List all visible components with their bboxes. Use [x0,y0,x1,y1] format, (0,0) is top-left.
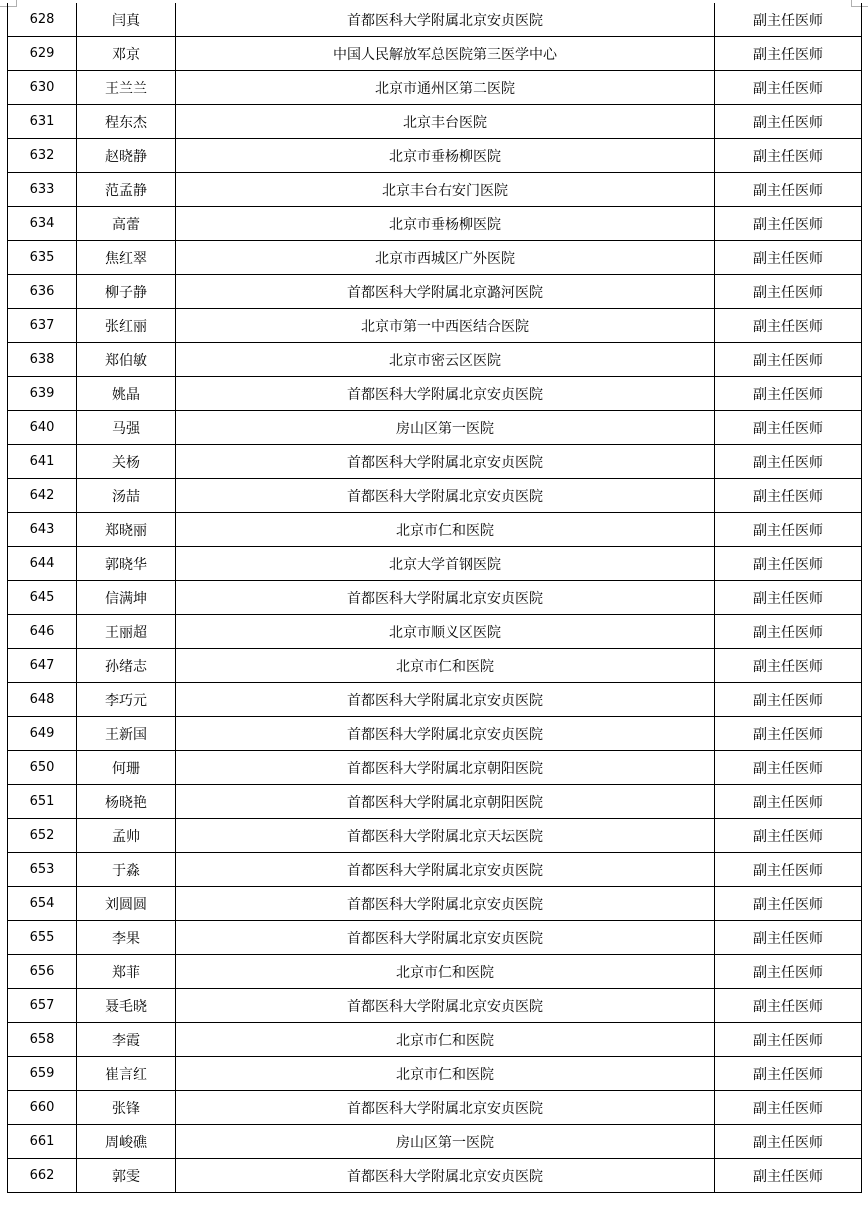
table-row [8,207,862,241]
row-number-cell: 658 [8,1023,77,1057]
name-cell: 刘圆圆 [77,887,176,921]
title-cell: 副主任医师 [715,921,862,955]
title-cell: 副主任医师 [715,71,862,105]
hospital-cell: 中国人民解放军总医院第三医学中心 [176,37,715,71]
hospital-cell: 北京市通州区第二医院 [176,71,715,105]
doctor-roster-table [7,3,862,1193]
hospital-cell: 首都医科大学附属北京安贞医院 [176,989,715,1023]
title-cell: 副主任医师 [715,173,862,207]
table-row [8,1125,862,1159]
name-cell: 高蕾 [77,207,176,241]
row-number-cell: 639 [8,377,77,411]
row-number-cell: 649 [8,717,77,751]
hospital-cell: 首都医科大学附属北京安贞医院 [176,683,715,717]
hospital-cell: 北京市仁和医院 [176,649,715,683]
row-number-cell: 632 [8,139,77,173]
name-cell: 程东杰 [77,105,176,139]
title-cell: 副主任医师 [715,479,862,513]
hospital-cell: 北京市仁和医院 [176,513,715,547]
hospital-cell: 首都医科大学附属北京安贞医院 [176,717,715,751]
title-cell: 副主任医师 [715,649,862,683]
row-number-cell: 644 [8,547,77,581]
table-row [8,1159,862,1193]
table-row [8,479,862,513]
name-cell: 杨晓艳 [77,785,176,819]
name-cell: 范孟静 [77,173,176,207]
hospital-cell: 首都医科大学附属北京安贞医院 [176,853,715,887]
title-cell: 副主任医师 [715,105,862,139]
table-row [8,581,862,615]
name-cell: 孟帅 [77,819,176,853]
row-number-cell: 655 [8,921,77,955]
name-cell: 张锋 [77,1091,176,1125]
row-number-cell: 647 [8,649,77,683]
table-row [8,1091,862,1125]
table-row [8,173,862,207]
row-number-cell: 657 [8,989,77,1023]
hospital-cell: 房山区第一医院 [176,411,715,445]
title-cell: 副主任医师 [715,1159,862,1193]
hospital-cell: 北京丰台医院 [176,105,715,139]
table-row [8,309,862,343]
name-cell: 李霞 [77,1023,176,1057]
name-cell: 郑伯敏 [77,343,176,377]
row-number-cell: 634 [8,207,77,241]
title-cell: 副主任医师 [715,683,862,717]
row-number-cell: 637 [8,309,77,343]
row-number-cell: 643 [8,513,77,547]
table-row [8,1023,862,1057]
hospital-cell: 北京市垂杨柳医院 [176,207,715,241]
row-number-cell: 650 [8,751,77,785]
name-cell: 郭晓华 [77,547,176,581]
title-cell: 副主任医师 [715,547,862,581]
table-row [8,955,862,989]
table-row [8,717,862,751]
table-row [8,785,862,819]
row-number-cell: 662 [8,1159,77,1193]
name-cell: 郑菲 [77,955,176,989]
table-row [8,649,862,683]
hospital-cell: 首都医科大学附属北京天坛医院 [176,819,715,853]
hospital-cell: 北京大学首钢医院 [176,547,715,581]
hospital-cell: 首都医科大学附属北京安贞医院 [176,377,715,411]
name-cell: 周峻礁 [77,1125,176,1159]
table-row [8,139,862,173]
row-number-cell: 636 [8,275,77,309]
table-row [8,377,862,411]
hospital-cell: 首都医科大学附属北京安贞医院 [176,3,715,37]
hospital-cell: 首都医科大学附属北京安贞医院 [176,1091,715,1125]
name-cell: 何珊 [77,751,176,785]
title-cell: 副主任医师 [715,887,862,921]
title-cell: 副主任医师 [715,139,862,173]
name-cell: 张红丽 [77,309,176,343]
title-cell: 副主任医师 [715,309,862,343]
row-number-cell: 635 [8,241,77,275]
table-row [8,275,862,309]
name-cell: 崔言红 [77,1057,176,1091]
hospital-cell: 北京市密云区医院 [176,343,715,377]
name-cell: 郑晓丽 [77,513,176,547]
name-cell: 姚晶 [77,377,176,411]
hospital-cell: 首都医科大学附属北京安贞医院 [176,921,715,955]
table-row [8,1057,862,1091]
hospital-cell: 北京市西城区广外医院 [176,241,715,275]
table-row [8,3,862,37]
name-cell: 关杨 [77,445,176,479]
row-number-cell: 631 [8,105,77,139]
hospital-cell: 首都医科大学附属北京安贞医院 [176,445,715,479]
hospital-cell: 房山区第一医院 [176,1125,715,1159]
row-number-cell: 660 [8,1091,77,1125]
hospital-cell: 首都医科大学附属北京安贞医院 [176,887,715,921]
table-row [8,241,862,275]
title-cell: 副主任医师 [715,513,862,547]
title-cell: 副主任医师 [715,207,862,241]
row-number-cell: 645 [8,581,77,615]
hospital-cell: 首都医科大学附属北京潞河医院 [176,275,715,309]
title-cell: 副主任医师 [715,751,862,785]
table-row [8,37,862,71]
hospital-cell: 北京市仁和医院 [176,955,715,989]
row-number-cell: 641 [8,445,77,479]
hospital-cell: 首都医科大学附属北京安贞医院 [176,479,715,513]
name-cell: 王丽超 [77,615,176,649]
title-cell: 副主任医师 [715,1125,862,1159]
table-row [8,751,862,785]
name-cell: 聂毛晓 [77,989,176,1023]
name-cell: 邓京 [77,37,176,71]
table-row [8,105,862,139]
name-cell: 郭雯 [77,1159,176,1193]
name-cell: 于淼 [77,853,176,887]
title-cell: 副主任医师 [715,853,862,887]
row-number-cell: 642 [8,479,77,513]
table-row [8,513,862,547]
row-number-cell: 659 [8,1057,77,1091]
table-row [8,853,862,887]
name-cell: 柳子静 [77,275,176,309]
row-number-cell: 646 [8,615,77,649]
title-cell: 副主任医师 [715,377,862,411]
title-cell: 副主任医师 [715,3,862,37]
table-row [8,921,862,955]
title-cell: 副主任医师 [715,989,862,1023]
title-cell: 副主任医师 [715,717,862,751]
hospital-cell: 北京市仁和医院 [176,1023,715,1057]
name-cell: 李巧元 [77,683,176,717]
table-row [8,71,862,105]
name-cell: 孙绪志 [77,649,176,683]
hospital-cell: 首都医科大学附属北京朝阳医院 [176,751,715,785]
table-row [8,343,862,377]
hospital-cell: 北京丰台右安门医院 [176,173,715,207]
row-number-cell: 633 [8,173,77,207]
table-row [8,615,862,649]
hospital-cell: 北京市仁和医院 [176,1057,715,1091]
table-row [8,445,862,479]
row-number-cell: 638 [8,343,77,377]
table-row [8,989,862,1023]
hospital-cell: 北京市垂杨柳医院 [176,139,715,173]
table-row [8,887,862,921]
hospital-cell: 北京市顺义区医院 [176,615,715,649]
name-cell: 王新国 [77,717,176,751]
row-number-cell: 652 [8,819,77,853]
title-cell: 副主任医师 [715,785,862,819]
title-cell: 副主任医师 [715,1091,862,1125]
row-number-cell: 661 [8,1125,77,1159]
name-cell: 王兰兰 [77,71,176,105]
name-cell: 信满坤 [77,581,176,615]
row-number-cell: 654 [8,887,77,921]
table-row [8,547,862,581]
title-cell: 副主任医师 [715,819,862,853]
name-cell: 焦红翠 [77,241,176,275]
name-cell: 李果 [77,921,176,955]
title-cell: 副主任医师 [715,275,862,309]
row-number-cell: 656 [8,955,77,989]
title-cell: 副主任医师 [715,445,862,479]
name-cell: 赵晓静 [77,139,176,173]
hospital-cell: 首都医科大学附属北京朝阳医院 [176,785,715,819]
title-cell: 副主任医师 [715,1023,862,1057]
name-cell: 马强 [77,411,176,445]
title-cell: 副主任医师 [715,343,862,377]
title-cell: 副主任医师 [715,955,862,989]
row-number-cell: 628 [8,3,77,37]
row-number-cell: 651 [8,785,77,819]
title-cell: 副主任医师 [715,411,862,445]
name-cell: 汤喆 [77,479,176,513]
roster-table-body [8,3,862,1193]
hospital-cell: 首都医科大学附属北京安贞医院 [176,581,715,615]
table-row [8,819,862,853]
title-cell: 副主任医师 [715,37,862,71]
table-row [8,683,862,717]
row-number-cell: 640 [8,411,77,445]
table-row [8,411,862,445]
hospital-cell: 北京市第一中西医结合医院 [176,309,715,343]
row-number-cell: 630 [8,71,77,105]
title-cell: 副主任医师 [715,241,862,275]
title-cell: 副主任医师 [715,581,862,615]
title-cell: 副主任医师 [715,1057,862,1091]
row-number-cell: 629 [8,37,77,71]
title-cell: 副主任医师 [715,615,862,649]
row-number-cell: 648 [8,683,77,717]
hospital-cell: 首都医科大学附属北京安贞医院 [176,1159,715,1193]
name-cell: 闫真 [77,3,176,37]
row-number-cell: 653 [8,853,77,887]
